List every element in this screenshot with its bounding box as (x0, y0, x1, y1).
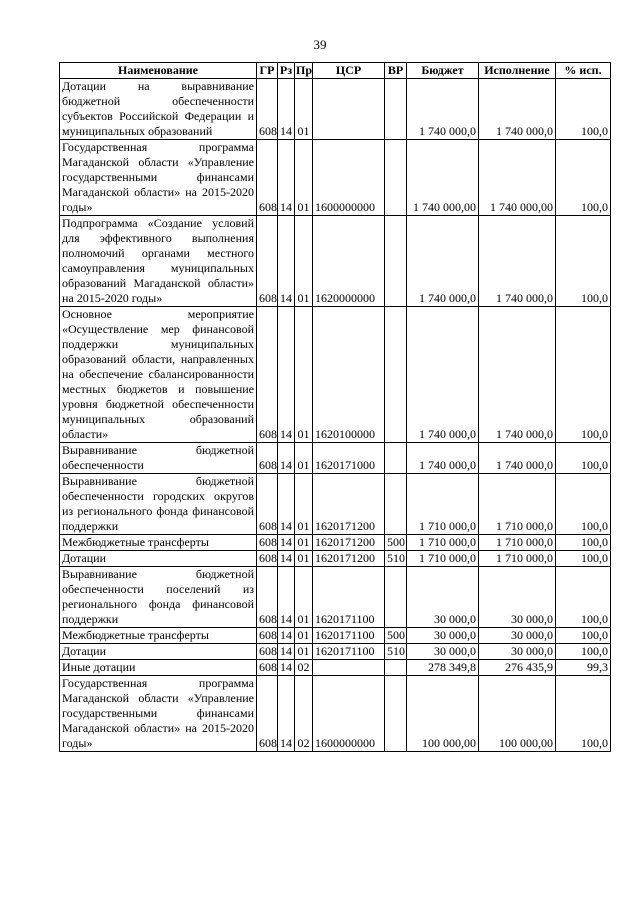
header-name: Наименование (60, 63, 257, 79)
row-gr: 608 (257, 551, 278, 567)
row-execution: 1 740 000,0 (479, 216, 556, 307)
row-budget: 1 710 000,0 (407, 551, 479, 567)
table-row (60, 676, 611, 752)
row-csr: 1620171200 (313, 535, 385, 551)
row-execution: 1 740 000,0 (479, 307, 556, 443)
row-budget: 1 740 000,0 (407, 79, 479, 140)
row-csr: 1600000000 (313, 140, 385, 216)
row-pr: 01 (295, 567, 313, 628)
row-percent: 100,0 (556, 628, 611, 644)
table-row (60, 307, 611, 443)
row-budget: 1 710 000,0 (407, 535, 479, 551)
table-row (60, 443, 611, 474)
row-execution: 30 000,0 (479, 567, 556, 628)
budget-table (59, 62, 611, 752)
row-name: Иные дотации (60, 660, 257, 676)
table-row (60, 644, 611, 660)
row-gr: 608 (257, 535, 278, 551)
row-name: Подпрограмма «Создание условий для эффективного выполнения полномочий органами местного самоуправления муниципальных образований Магаданской области» на 2015-2020 годы» (60, 216, 257, 307)
table-row (60, 216, 611, 307)
row-name: Дотации (60, 551, 257, 567)
row-budget: 100 000,00 (407, 676, 479, 752)
row-vr (385, 140, 407, 216)
row-gr: 608 (257, 216, 278, 307)
row-execution: 1 710 000,0 (479, 551, 556, 567)
header-rz: Рз (278, 63, 295, 79)
header-vr: ВР (385, 63, 407, 79)
row-gr: 608 (257, 660, 278, 676)
table-header-row (60, 63, 611, 79)
header-gr: ГР (257, 63, 278, 79)
header-csr: ЦСР (313, 63, 385, 79)
page-number: 39 (313, 37, 327, 52)
row-vr (385, 443, 407, 474)
row-pr: 01 (295, 79, 313, 140)
row-name: Выравнивание бюджетной обеспеченности городских округов из регионального фонда финансовой поддержки (60, 474, 257, 535)
row-csr: 1600000000 (313, 676, 385, 752)
row-pr: 01 (295, 216, 313, 307)
row-budget: 278 349,8 (407, 660, 479, 676)
row-name: Межбюджетные трансферты (60, 628, 257, 644)
table-row (60, 474, 611, 535)
row-gr: 608 (257, 676, 278, 752)
row-rz: 14 (278, 307, 295, 443)
header-pr: Пр (296, 63, 313, 77)
row-pr: 02 (295, 676, 313, 752)
row-vr: 500 (385, 535, 407, 551)
row-name: Межбюджетные трансферты (60, 535, 257, 551)
row-vr (385, 79, 407, 140)
row-budget: 1 740 000,0 (407, 443, 479, 474)
row-csr: 1620171000 (313, 443, 385, 474)
table-row (60, 551, 611, 567)
row-csr (313, 660, 385, 676)
row-budget: 30 000,0 (407, 628, 479, 644)
row-name: Дотации (60, 644, 257, 660)
row-pr: 01 (295, 140, 313, 216)
row-pr: 01 (295, 628, 313, 644)
row-pr: 01 (295, 644, 313, 660)
table-row (60, 535, 611, 551)
row-execution: 1 740 000,0 (479, 443, 556, 474)
row-name: Основное мероприятие «Осуществление мер финансовой поддержки муниципальных образований области, направленных на обеспечение сбалансированности местных бюджетов и повышение уровня бюджетной обеспеченности муниципальных образований области» (60, 307, 257, 443)
row-rz: 14 (278, 628, 295, 644)
row-execution: 276 435,9 (479, 660, 556, 676)
row-execution: 100 000,00 (479, 676, 556, 752)
row-gr: 608 (257, 140, 278, 216)
row-budget: 1 740 000,00 (407, 140, 479, 216)
row-name: Государственная программа Магаданской области «Управление государственными финансами Магаданской области» на 2015-2020 годы» (60, 676, 257, 752)
row-rz: 14 (278, 216, 295, 307)
row-vr (385, 660, 407, 676)
row-percent: 100,0 (556, 474, 611, 535)
row-rz: 14 (278, 140, 295, 216)
row-gr: 608 (257, 644, 278, 660)
row-execution: 1 740 000,0 (479, 79, 556, 140)
row-gr: 608 (257, 443, 278, 474)
row-rz: 14 (278, 551, 295, 567)
row-budget: 1 740 000,0 (407, 307, 479, 443)
row-pr: 01 (295, 443, 313, 474)
row-percent: 100,0 (556, 216, 611, 307)
table-row (60, 140, 611, 216)
row-execution: 30 000,0 (479, 628, 556, 644)
table-row (60, 567, 611, 628)
row-name: Выравнивание бюджетной обеспеченности поселений из регионального фонда финансовой поддержки (60, 567, 257, 628)
table-row (60, 660, 611, 676)
row-percent: 100,0 (556, 535, 611, 551)
row-pr: 01 (295, 535, 313, 551)
row-vr (385, 567, 407, 628)
row-pr: 01 (295, 474, 313, 535)
row-csr: 1620000000 (313, 216, 385, 307)
row-vr (385, 676, 407, 752)
table-body (60, 79, 611, 752)
header-budget: Бюджет (407, 63, 479, 79)
row-execution: 1 710 000,0 (479, 535, 556, 551)
row-csr: 1620171200 (313, 551, 385, 567)
row-vr (385, 216, 407, 307)
row-percent: 100,0 (556, 443, 611, 474)
row-budget: 1 710 000,0 (407, 474, 479, 535)
row-csr: 1620171100 (313, 567, 385, 628)
row-percent: 100,0 (556, 676, 611, 752)
row-csr: 1620171100 (313, 644, 385, 660)
row-execution: 1 740 000,00 (479, 140, 556, 216)
header-percent: % исп. (556, 63, 611, 79)
row-vr (385, 307, 407, 443)
row-pr: 01 (295, 307, 313, 443)
row-rz: 14 (278, 535, 295, 551)
row-rz: 14 (278, 660, 295, 676)
row-gr: 608 (257, 307, 278, 443)
row-vr (385, 474, 407, 535)
row-gr: 608 (257, 567, 278, 628)
row-name: Дотации на выравнивание бюджетной обеспеченности субъектов Российской Федерации и муниципальных образований (60, 79, 257, 140)
row-gr: 608 (257, 474, 278, 535)
row-vr: 510 (385, 551, 407, 567)
row-percent: 100,0 (556, 140, 611, 216)
row-percent: 99,3 (556, 660, 611, 676)
row-name: Государственная программа Магаданской области «Управление государственными финансами Магаданской области» на 2015-2020 годы» (60, 140, 257, 216)
row-csr: 1620171100 (313, 628, 385, 644)
row-gr: 608 (257, 79, 278, 140)
row-percent: 100,0 (556, 307, 611, 443)
row-csr: 1620171200 (313, 474, 385, 535)
row-vr: 510 (385, 644, 407, 660)
row-percent: 100,0 (556, 567, 611, 628)
row-vr: 500 (385, 628, 407, 644)
row-pr: 02 (295, 660, 313, 676)
row-csr (313, 79, 385, 140)
row-rz: 14 (278, 443, 295, 474)
table-row (60, 628, 611, 644)
row-rz: 14 (278, 676, 295, 752)
row-rz: 14 (278, 644, 295, 660)
row-execution: 30 000,0 (479, 644, 556, 660)
row-execution: 1 710 000,0 (479, 474, 556, 535)
row-budget: 1 740 000,0 (407, 216, 479, 307)
header-execution: Исполнение (479, 63, 556, 79)
row-gr: 608 (257, 628, 278, 644)
row-rz: 14 (278, 567, 295, 628)
row-percent: 100,0 (556, 644, 611, 660)
row-rz: 14 (278, 474, 295, 535)
row-name: Выравнивание бюджетной обеспеченности (60, 443, 257, 474)
row-csr: 1620100000 (313, 307, 385, 443)
row-budget: 30 000,0 (407, 567, 479, 628)
row-pr: 01 (295, 551, 313, 567)
row-percent: 100,0 (556, 551, 611, 567)
row-percent: 100,0 (556, 79, 611, 140)
row-rz: 14 (278, 79, 295, 140)
table-row (60, 79, 611, 140)
row-budget: 30 000,0 (407, 644, 479, 660)
